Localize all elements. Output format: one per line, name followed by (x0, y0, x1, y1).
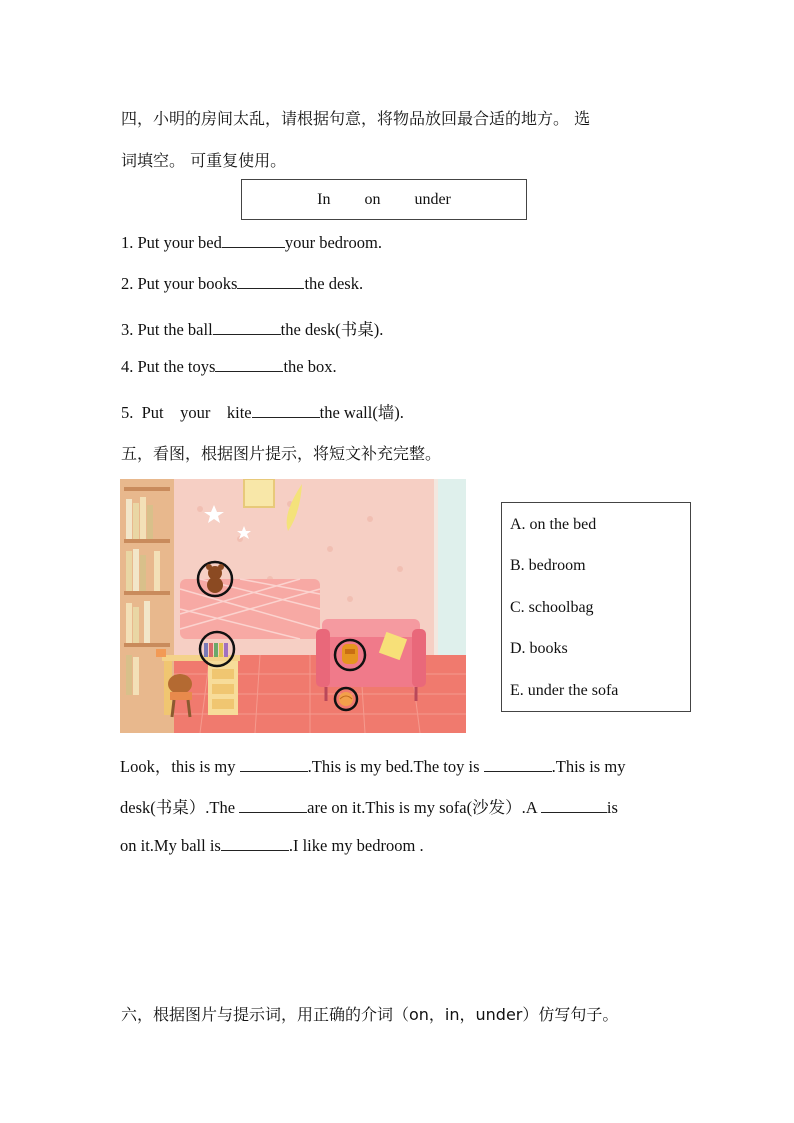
word-bank-item: under (414, 190, 451, 208)
option-e: E. under the sofa (510, 682, 619, 699)
answer-blank[interactable] (541, 798, 607, 813)
option-c: C. schoolbag (510, 599, 594, 616)
word-bank-item: In (317, 190, 331, 208)
answer-blank[interactable] (240, 757, 308, 772)
bedroom-illustration (120, 479, 466, 733)
question-1: 1. Put your bed your bedroom. (121, 233, 382, 252)
passage-line-1: Look，this is my .This is my bed.The toy is .This is my (120, 757, 626, 776)
answer-blank[interactable] (221, 836, 289, 851)
answer-blank[interactable] (237, 274, 304, 289)
answer-blank[interactable] (215, 357, 283, 372)
question-5: 5. Put your kite the wall(墙). (121, 403, 404, 422)
passage-line-2: desk(书桌）.The are on it.This is my sofa(沙发）.A is (120, 798, 618, 817)
option-d: D. books (510, 640, 568, 657)
answer-blank[interactable] (484, 757, 552, 772)
word-bank-item: on (364, 190, 381, 208)
answer-blank[interactable] (239, 798, 307, 813)
section6-title: 六，根据图片与提示词，用正确的介词（on，in，under）仿写句子。 (121, 1005, 619, 1024)
option-a: A. on the bed (510, 516, 597, 533)
option-b: B. bedroom (510, 557, 586, 574)
section4-title-line1: 四，小明的房间太乱，请根据句意，将物品放回最合适的地方。 选 (121, 109, 591, 128)
question-2: 2. Put your books the desk. (121, 274, 364, 293)
options-box (501, 502, 691, 712)
answer-blank[interactable] (213, 320, 281, 335)
answer-blank[interactable] (222, 233, 285, 248)
question-3: 3. Put the ball the desk(书桌). (121, 320, 384, 339)
word-bank-box (241, 179, 527, 220)
section4-title-line2: 词填空。 可重复使用。 (121, 151, 287, 170)
passage-line-3: on it.My ball is .I like my bedroom . (120, 836, 424, 855)
question-4: 4. Put the toys the box. (121, 357, 337, 376)
section5-title: 五，看图，根据图片提示，将短文补充完整。 (121, 444, 442, 463)
answer-blank[interactable] (252, 403, 320, 418)
